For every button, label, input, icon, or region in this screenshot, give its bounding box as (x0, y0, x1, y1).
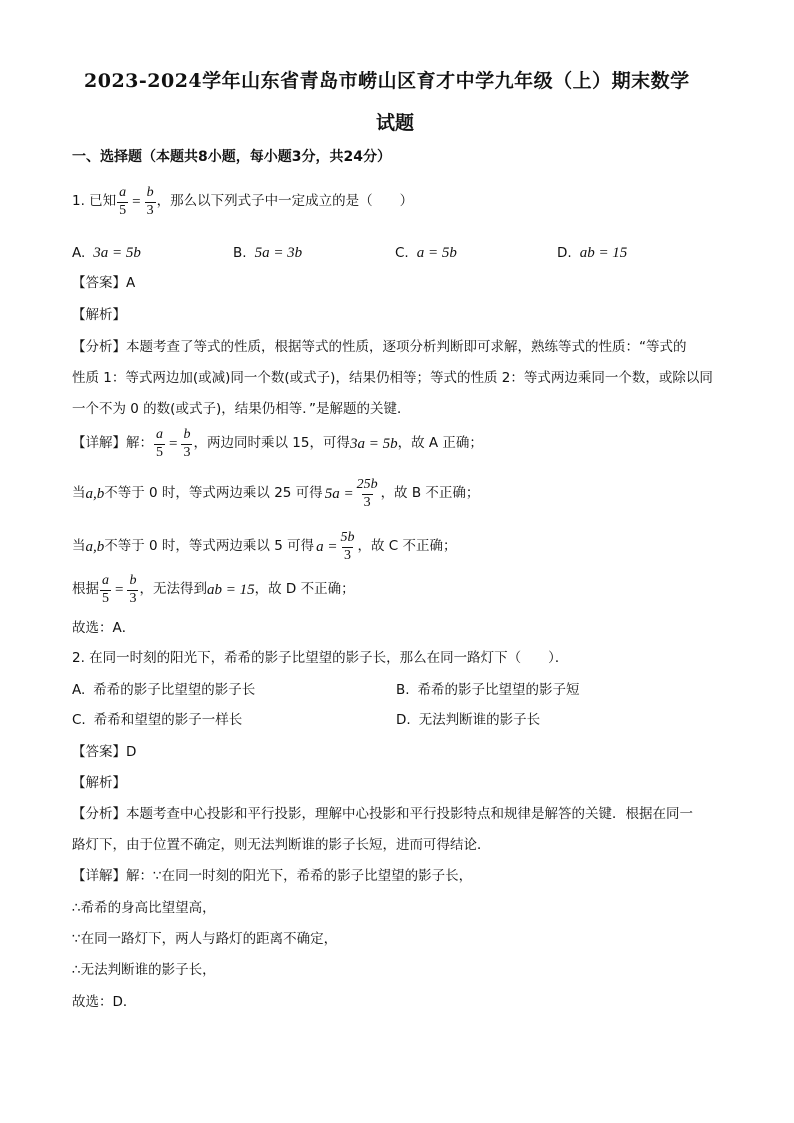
q1-option-a (72, 246, 141, 261)
q1-detail-1-frac-right-den: 3 (183, 444, 191, 460)
q2-option-d-text: 无法判断谁的影子长 (418, 712, 541, 728)
q1-option-c-label: C. (395, 244, 409, 261)
q2-detail-line-4: ∴无法判断谁的影子长， (72, 962, 216, 978)
q1-option-d-expr: ab = 15 (579, 245, 628, 261)
q1-detail-1-frac-right (181, 428, 192, 460)
q1-detail-4-mid: ，无法得到 (139, 581, 207, 598)
q1-analysis-line-3: 一个不为 0 的数(或式子)，结果仍相等．”是解题的关键． (72, 401, 411, 417)
page-title: 2023-2024学年山东省青岛市崂山区育才中学九年级（上）期末数学 (84, 70, 690, 92)
q1-suffix: ，那么以下列式子中一定成立的是（ ） (156, 193, 414, 210)
q1-frac-right-num: b (146, 185, 154, 200)
q1-detail-4-frac-left (100, 574, 111, 606)
q1-detail-2-prefix: 当 (72, 485, 86, 502)
q1-detail-2-lhs: 5a = (324, 485, 354, 502)
q1-detail-1-frac-right-num: b (183, 427, 191, 442)
q1-answer: 【答案】A (72, 275, 136, 291)
section-heading: 一、选择题（本题共8小题，每小题3分，共24分） (72, 149, 391, 165)
q2-detail-line-2: ∴希希的身高比望望高， (72, 900, 216, 916)
q1-detail-3-fraction (338, 531, 356, 563)
question-1-stem (72, 186, 413, 218)
q2-option-d (396, 714, 540, 728)
q2-option-c (72, 714, 242, 728)
q1-detail-4-expr: ab = 15 (206, 581, 255, 598)
q1-detail-3-mid: 不等于 0 时，等式两边乘以 5 可得 (104, 538, 315, 555)
q1-detail-1-frac-left-den: 5 (156, 444, 163, 460)
q1-detail-3-suffix: ，故 C 不正确； (357, 538, 457, 555)
q2-detail-line-1: 【详解】解：∵在同一时刻的阳光下，希希的影子比望望的影子长， (72, 868, 473, 884)
q2-option-b (396, 684, 580, 698)
q1-option-b (233, 246, 302, 261)
q1-detail-2-frac-den: 3 (363, 494, 371, 510)
q1-option-c (395, 246, 457, 261)
q2-option-d-label: D. (396, 712, 411, 728)
q2-analysis-line-2: 路灯下，由于位置不确定，则无法判断谁的影子长短，进而可得结论． (72, 837, 491, 853)
q1-detail-1-frac-left-num: a (156, 427, 163, 442)
q2-analysis-header: 【解析】 (72, 775, 126, 791)
q1-detail-4-equals: = (115, 581, 124, 598)
q1-detail-4-frac-right (127, 574, 138, 606)
q2-option-b-label: B. (396, 682, 410, 698)
q1-detail-4 (72, 574, 355, 606)
q1-detail-3-vars: a,b (85, 538, 105, 555)
q1-detail-3-frac-den: 3 (343, 547, 351, 563)
q1-detail-4-frac-right-num: b (129, 573, 137, 588)
q1-option-d-label: D. (557, 244, 572, 261)
q1-fraction-right (145, 186, 156, 218)
q1-analysis-line-2: 性质 1：等式两边加(或减)同一个数(或式子)，结果仍相等；等式的性质 2：等式两边乘同一个数，或除以同 (72, 370, 713, 386)
q1-detail-1-frac-left (154, 428, 165, 460)
q1-option-c-expr: a = 5b (416, 245, 457, 261)
q1-detail-3 (72, 531, 456, 563)
q2-choose: 故选：D． (72, 994, 137, 1010)
q1-detail-1-prefix: 【详解】解： (72, 435, 153, 452)
q1-equals: = (132, 193, 141, 210)
q1-frac-left-num: a (119, 185, 127, 200)
q1-detail-4-frac-left-den: 5 (102, 590, 109, 606)
q1-detail-4-suffix: ，故 D 不正确； (254, 581, 355, 598)
q2-detail-line-3: ∵在同一路灯下，两人与路灯的距离不确定， (72, 931, 338, 947)
q2-option-c-label: C. (72, 712, 86, 728)
q1-detail-3-lhs: a = (316, 538, 338, 555)
q1-analysis-header: 【解析】 (72, 307, 126, 323)
q1-detail-4-frac-right-den: 3 (129, 590, 137, 606)
q2-answer: 【答案】D (72, 744, 137, 760)
q2-analysis-line-1: 【分析】本题考查中心投影和平行投影，理解中心投影和平行投影特点和规律是解答的关键．根据在同一 (72, 806, 693, 822)
q1-detail-4-prefix: 根据 (72, 581, 99, 598)
q1-detail-4-frac-left-num: a (102, 573, 109, 588)
q1-frac-right-den: 3 (146, 202, 154, 218)
q1-detail-2-suffix: ，故 B 不正确； (380, 485, 480, 502)
question-2-stem: 2. 在同一时刻的阳光下，希希的影子比望望的影子长，那么在同一路灯下（ ）． (72, 650, 569, 666)
q2-option-c-text: 希希和望望的影子一样长 (93, 712, 243, 728)
q1-detail-1-suffix: ，故 A 正确； (397, 435, 483, 452)
q1-detail-2-fraction (355, 478, 380, 510)
q2-option-b-text: 希希的影子比望望的影子短 (417, 682, 580, 698)
q1-frac-left-den: 5 (119, 202, 127, 218)
q1-option-a-expr: 3a = 5b (93, 245, 141, 261)
q1-detail-2 (72, 478, 479, 510)
q1-fraction-left (117, 186, 128, 218)
q1-detail-2-mid: 不等于 0 时，等式两边乘以 25 可得 (104, 485, 323, 502)
q1-detail-2-frac-num: 25b (356, 477, 378, 492)
q2-option-a-text: 希希的影子比望望的影子长 (93, 682, 256, 698)
q1-detail-3-frac-num: 5b (340, 530, 355, 545)
q2-option-a-label: A. (72, 682, 86, 698)
q1-option-b-expr: 5a = 3b (254, 245, 303, 261)
q1-option-d (557, 246, 627, 261)
q1-option-b-label: B. (233, 244, 247, 261)
q1-choose: 故选：A． (72, 620, 136, 636)
q1-detail-1 (72, 428, 483, 460)
q1-prefix: 1. 已知 (72, 193, 117, 210)
q1-detail-3-prefix: 当 (72, 538, 86, 555)
q1-option-a-label: A. (72, 244, 86, 261)
q1-detail-1-mid: ，两边同时乘以 15，可得 (193, 435, 350, 452)
q1-analysis-line-1: 【分析】本题考查了等式的性质，根据等式的性质，逐项分析判断即可求解，熟练等式的性质：“等式的 (72, 339, 687, 355)
q1-detail-1-expr: 3a = 5b (349, 435, 398, 452)
q1-detail-2-vars: a,b (85, 485, 105, 502)
q2-option-a (72, 684, 255, 698)
q1-detail-1-equals: = (169, 435, 178, 452)
page-title-continuation: 试题 (376, 112, 415, 134)
